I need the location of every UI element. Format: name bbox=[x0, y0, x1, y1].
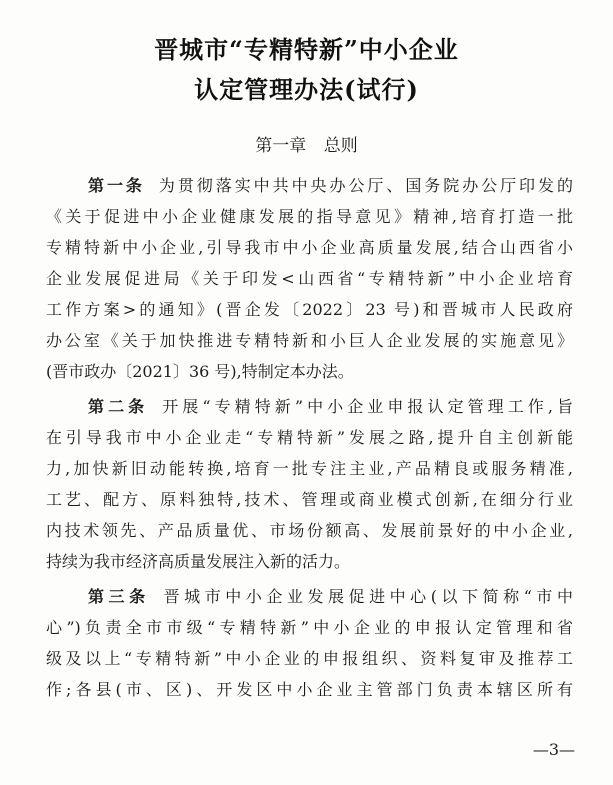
article-1-line-5: 工作方案>的通知》(晋企发〔2022〕23 号)和晋城市人民政府 bbox=[46, 300, 573, 319]
article-2-text-1: 开展“专精特新”中小企业申报认定管理工作,旨 bbox=[162, 397, 573, 416]
chapter-number: 第一章 bbox=[255, 136, 307, 156]
article-2-line-4: 工艺、配方、原料独特,技术、管理或商业模式创新,在细分行业 bbox=[46, 490, 573, 509]
article-1-heading: 第一条 bbox=[88, 176, 145, 195]
article-2-line-1 bbox=[88, 393, 573, 421]
article-3-heading: 第三条 bbox=[88, 587, 150, 606]
article-1-line-1 bbox=[88, 172, 573, 200]
article-2-line-5: 内技术领先、产品质量优、市场份额高、发展前景好的中小企业, bbox=[46, 521, 573, 540]
article-3-line-1 bbox=[88, 583, 573, 611]
article-3-line-4: 作;各县(市、区)、开发区中小企业主管部门负责本辖区所有 bbox=[46, 680, 573, 699]
chapter-title: 总则 bbox=[323, 136, 358, 156]
chapter-heading bbox=[0, 131, 613, 156]
article-3-line-3: 级及以上“专精特新”中小企业的申报组织、资料复审及推荐工 bbox=[46, 649, 573, 668]
page-number: —3— bbox=[532, 740, 575, 759]
article-1-line-7: (晋市政办〔2021〕36 号),特制定本办法。 bbox=[46, 362, 354, 381]
article-3-line-2: 心”)负责全市市级“专精特新”中小企业的申报认定管理和省 bbox=[46, 618, 573, 637]
article-2-heading: 第二条 bbox=[88, 397, 149, 416]
article-1-line-4: 企业发展促进局《关于印发<山西省“专精特新”中小企业培育 bbox=[46, 269, 573, 288]
article-1-line-2: 《关于促进中小企业健康发展的指导意见》精神,培育打造一批 bbox=[46, 207, 573, 226]
article-2-line-2: 在引导我市中小企业走“专精特新”发展之路,提升自主创新能 bbox=[46, 428, 573, 447]
article-1-text-1: 为贯彻落实中共中央办公厅、国务院办公厅印发的 bbox=[158, 176, 573, 195]
article-1-line-6: 办公室《关于加快推进专精特新和小巨人企业发展的实施意见》 bbox=[46, 331, 573, 350]
document-title-line-2: 认定管理办法(试行) bbox=[194, 75, 419, 104]
article-2-line-6: 持续为我市经济高质量发展注入新的活力。 bbox=[46, 552, 351, 571]
article-2-line-3: 力,加快新旧动能转换,培育一批专注主业,产品精良或服务精准, bbox=[46, 459, 573, 478]
document-title-line-1: 晋城市“专精特新”中小企业 bbox=[154, 35, 459, 64]
article-1-line-3: 专精特新中小企业,引导我市中小企业高质量发展,结合山西省小 bbox=[46, 238, 573, 257]
article-3-text-1: 晋城市中小企业发展促进中心(以下简称“市中 bbox=[163, 587, 573, 606]
